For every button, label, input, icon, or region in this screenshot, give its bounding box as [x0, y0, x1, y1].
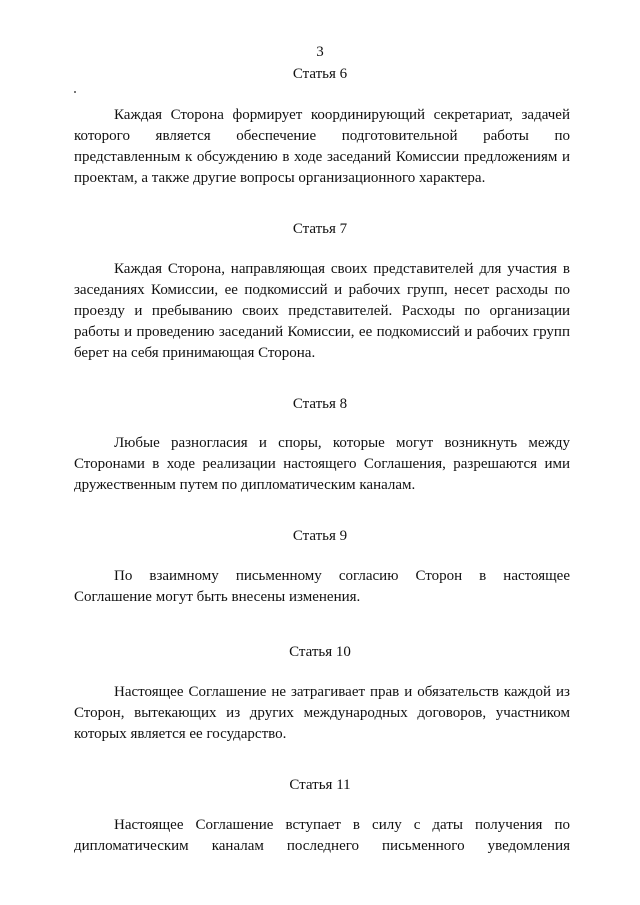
page-number: 3: [316, 44, 324, 60]
article-11-heading: Статья 11: [289, 777, 351, 793]
article-10-heading: Статья 10: [289, 644, 351, 660]
scan-speck: [74, 91, 76, 93]
article-6-heading: Статья 6: [292, 66, 348, 82]
article-7-text: Каждая Сторона, направляющая своих представителей для участия в заседаниях Комиссии, ее подкомиссий и рабочих групп, несет расходы по проезду и пребыванию своих представителей. Расходы по организации работы и проведению заседаний Комиссии, ее подкомиссий и рабочих групп берет на себя принимающая Сторона.: [74, 261, 570, 361]
article-7-heading: Статья 7: [292, 221, 348, 237]
article-9-text: По взаимному письменному согласию Сторон в настоящее Соглашение могут быть внесены изменения.: [74, 568, 570, 605]
article-9-heading: Статья 9: [292, 528, 348, 544]
article-11-text: Настоящее Соглашение вступает в силу с даты получения по дипломатическим каналам последнего письменного уведомления: [74, 817, 570, 854]
article-8-text: Любые разногласия и споры, которые могут возникнуть между Сторонами в ходе реализации настоящего Соглашения, разрешаются ими дружественным путем по дипломатическим каналам.: [74, 435, 570, 493]
article-6-text: Каждая Сторона формирует координирующий секретариат, задачей которого является обеспечение подготовительной работы по представленным к обсуждению в ходе заседаний Комиссии предложениям и проектам, а также другие вопросы организационного характера.: [74, 107, 570, 186]
article-10-text: Настоящее Соглашение не затрагивает прав и обязательств каждой из Сторон, вытекающих из других международных договоров, участником которых является ее государство.: [74, 684, 570, 742]
article-8-heading: Статья 8: [292, 396, 348, 412]
